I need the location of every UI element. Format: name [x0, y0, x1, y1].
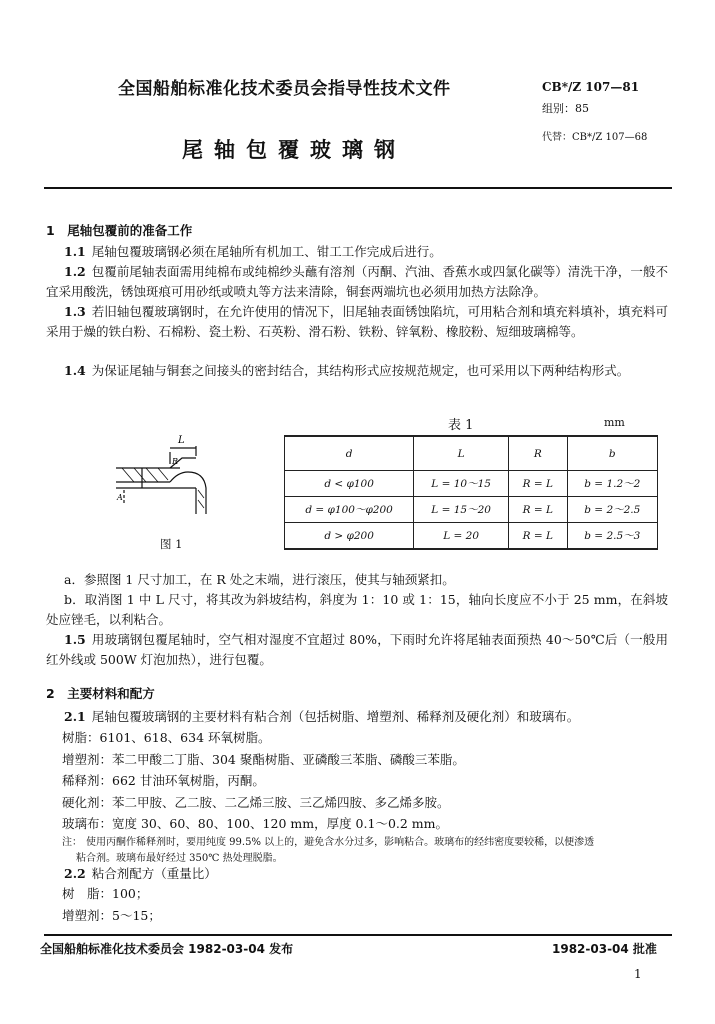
- page-number: 1: [634, 967, 642, 981]
- recipe-list: [62, 883, 662, 926]
- table-cell: d > φ200: [285, 523, 414, 550]
- list-item: 玻璃布：宽度 30、60、80、100、120 mm，厚度 0.1～0.2 mm。: [62, 816, 448, 831]
- list-item: 硬化剂：苯二甲胺、乙二胺、二乙烯三胺、三乙烯四胺、多乙烯多胺。: [62, 794, 450, 810]
- table-cell: b = 2～2.5: [567, 497, 657, 523]
- section-2-heading: 2 主要材料和配方: [46, 686, 155, 701]
- paragraph-1-4: [46, 361, 668, 381]
- paragraph-number: 1.1: [64, 244, 86, 259]
- figure-1-sketch: [112, 428, 220, 528]
- table-cell: d < φ100: [285, 471, 414, 497]
- paragraph-2-1: [46, 707, 668, 727]
- paragraph-text: 用玻璃钢包覆尾轴时，空气相对湿度不宜超过 80%，下雨时允许将尾轴表面预热 40～50℃后（一般用红外线或 500W 灯泡加热），进行包覆。: [46, 632, 668, 667]
- approval-statement: 1982-03-04 批准: [552, 942, 657, 956]
- table-cell: b = 2.5～3: [567, 523, 657, 550]
- table-header-cell: d: [285, 436, 414, 471]
- table-cell: R = L: [509, 471, 568, 497]
- note-label: 注：: [62, 837, 82, 848]
- figure-label-A: A: [117, 493, 123, 502]
- table-row: [285, 497, 658, 523]
- figure-label-L: L: [178, 435, 185, 446]
- header-divider: [44, 187, 672, 189]
- table-1-title: 表 1: [448, 418, 474, 433]
- table-cell: L = 15～20: [414, 497, 509, 523]
- paragraph-text: 粘合剂配方（重量比）: [91, 866, 217, 881]
- paragraph-text: 尾轴包覆玻璃钢必须在尾轴所有机加工、钳工工作完成后进行。: [91, 244, 442, 259]
- paragraph-number: 1.2: [64, 264, 86, 279]
- paragraph-1-2: [46, 262, 668, 302]
- figure-1-caption: 图 1: [160, 537, 183, 551]
- paragraph-text: 若旧轴包覆玻璃钢时，在允许使用的情况下，旧尾轴表面锈蚀陷坑，可用粘合剂和填充料填补，填充料可采用于燥的铁白粉、石棉粉、瓷土粉、石英粉、滑石粉、铁粉、锌氧粉、橡胶粉、短细玻璃棉等。: [46, 304, 668, 339]
- section-1-heading: 1 尾轴包覆前的准备工作: [46, 223, 193, 238]
- group-number: 组别：85: [542, 102, 589, 115]
- table-header-row: [285, 436, 658, 471]
- list-item: 树脂：6101、618、634 环氧树脂。: [62, 730, 271, 745]
- issue-statement: 全国船舶标准化技术委员会 1982-03-04 发布: [40, 942, 294, 956]
- table-header-cell: b: [567, 436, 657, 471]
- replaces-standard: 代替：CB*/Z 107—68: [542, 132, 648, 143]
- paragraph-number: 1.4: [64, 363, 86, 378]
- document-title: 尾轴包覆玻璃钢: [182, 138, 406, 162]
- table-cell: L = 20: [414, 523, 509, 550]
- table-row: [285, 471, 658, 497]
- materials-note: [62, 835, 668, 867]
- table-cell: L = 10～15: [414, 471, 509, 497]
- paragraph-number: 1.5: [64, 632, 86, 647]
- table-header-cell: L: [414, 436, 509, 471]
- paragraph-1-5: [46, 630, 668, 670]
- figure-label-R: R: [172, 457, 179, 466]
- paragraph-1-1: [46, 242, 668, 262]
- list-item: 增塑剂：5～15；: [62, 907, 161, 923]
- paragraph-text: 为保证尾轴与铜套之间接头的密封结合，其结构形式应按规范规定，也可采用以下两种结构形式。: [91, 363, 630, 378]
- paragraph-2-2: [46, 864, 668, 884]
- list-item: 稀释剂：662 甘油环氧树脂，丙酮。: [62, 773, 265, 788]
- footer-divider: [44, 934, 672, 936]
- paragraph-text: 包覆前尾轴表面需用纯棉布或纯棉纱头蘸有溶剂（丙酮、汽油、香蕉水或四氯化碳等）清洗干净，一般不宜采用酸洗，锈蚀斑痕可用砂纸或喷丸等方法来清除，铜套两端坑也必须用加热方法除净。: [46, 264, 668, 299]
- standard-code: CB*/Z 107—81: [542, 80, 640, 94]
- table-cell: R = L: [509, 523, 568, 550]
- paragraph-text: 尾轴包覆玻璃钢的主要材料有粘合剂（包括树脂、增塑剂、稀释剂及硬化剂）和玻璃布。: [91, 709, 580, 724]
- table-row: [285, 523, 658, 550]
- paragraph-number: 2.1: [64, 709, 86, 724]
- list-item: 树 脂：100；: [62, 886, 149, 901]
- paragraph-number: 2.2: [64, 866, 86, 881]
- table-1: [284, 435, 658, 550]
- table-cell: R = L: [509, 497, 568, 523]
- issuing-organization: 全国船舶标准化技术委员会指导性技术文件: [118, 79, 451, 99]
- list-item: 增塑剂：苯二甲酸二丁脂、304 聚酯树脂、亚磷酸三苯脂、磷酸三苯脂。: [62, 751, 465, 767]
- note-text-continued: 粘合剂。玻璃布最好经过 350℃ 热处理脱脂。: [76, 853, 283, 864]
- paragraph-1-3: [46, 302, 668, 342]
- table-cell: d = φ100～φ200: [285, 497, 414, 523]
- table-header-cell: R: [509, 436, 568, 471]
- materials-list: [62, 727, 662, 835]
- paragraph-b: b．取消图 1 中 L 尺寸，将其改为斜坡结构，斜度为 1：10 或 1：15，轴向长度应不小于 25 mm，在斜坡处应锉毛，以利粘合。: [46, 592, 668, 627]
- table-cell: b = 1.2～2: [567, 471, 657, 497]
- table-1-unit: mm: [604, 416, 625, 429]
- paragraph-a: a．参照图 1 尺寸加工，在 R 处之末端，进行滚压，使其与轴颈紧扣。: [64, 572, 455, 587]
- paragraph-number: 1.3: [64, 304, 86, 319]
- note-text: 使用丙酮作稀释剂时，要用纯度 99.5% 以上的，避免含水分过多，影响粘合。玻璃布的经纬密度要较稀，以便渗透: [86, 837, 595, 848]
